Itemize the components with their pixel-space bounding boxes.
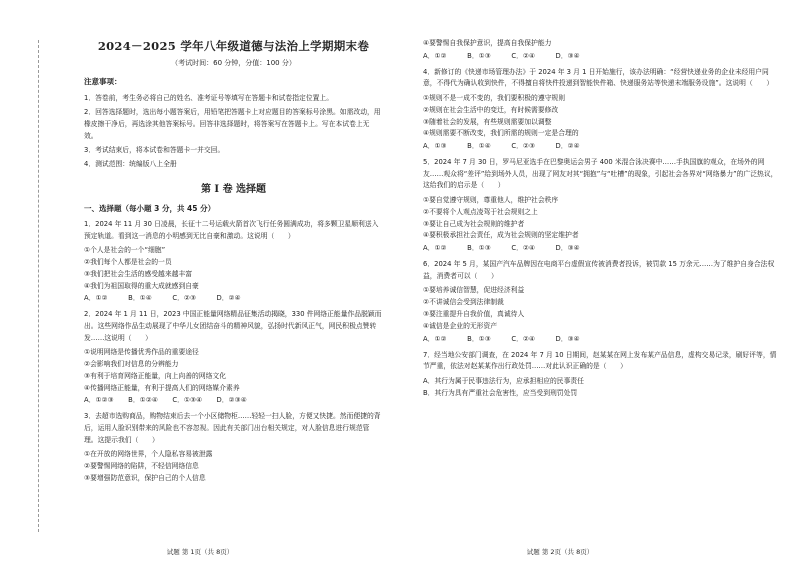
- option: ③有利于培育网络正能量，向上向善的网络文化: [84, 371, 227, 380]
- choice-a: A．①②: [423, 51, 447, 60]
- section-title: 第 Ⅰ 卷 选择题: [200, 184, 267, 195]
- option: ④要积极承担社会责任，成为社会规则的坚定维护者: [423, 231, 579, 240]
- option: ②我们每个人都是社会的一员: [84, 257, 172, 266]
- choice-c: C．①③④: [172, 396, 203, 405]
- choice-d: D．③④: [555, 244, 580, 253]
- question-text: 4．新修订的《快递市场管理办法》于 2024 年 3 月 1 日开始施行，该办法明确：“经营快递业务的企业未经用户同意，不得代为确认收到快件，不得擅自将快件投递到智能快件箱、快递服务站等快递末端服务设施”。这说明（ ）: [423, 67, 774, 88]
- option: ④我们为祖国取得的重大成就感到自豪: [84, 281, 199, 290]
- question-6: [423, 259, 780, 344]
- answer-choices: [423, 50, 780, 62]
- notice-item-4: 4．测试范围：统编版八上全册: [84, 160, 177, 168]
- notice-heading: 注意事项：: [84, 77, 122, 86]
- exam-info: （考试时间：60 分钟，分值：100 分）: [171, 59, 296, 67]
- choice-a: A．①②: [84, 294, 108, 303]
- choice-b: B．①②④: [128, 396, 158, 405]
- option: ①个人是社会的一个“细胞”: [84, 246, 166, 255]
- option: ④规则需要不断改变，我们所需的规则一定是合理的: [423, 129, 579, 138]
- option: ②不要将个人观点凌驾于社会规则之上: [423, 207, 538, 216]
- option: A．其行为属于民事违法行为，应承担相应的民事责任: [423, 376, 584, 385]
- choice-c: C．②④: [511, 51, 536, 60]
- choice-d: D．②③④: [216, 396, 247, 405]
- choice-c: C．②④: [511, 244, 536, 253]
- option: ①要培养诚信智慧，促进经济利益: [423, 286, 525, 295]
- choice-c: C．②③: [172, 294, 197, 303]
- option: ②不讲诚信会受到法律制裁: [423, 298, 504, 307]
- question-text: 7．经当地公安部门调查，在 2024 年 7 月 10 日期间，赵某某在网上发布某产品信息，虚构交易记录，刷好评等，情节严重，依法对赵某某作出行政处罚……对此认识正确的是（ ）: [423, 350, 777, 371]
- option: ①说明网络是传播优秀作品的重要途径: [84, 348, 199, 357]
- choice-b: B．①③: [467, 244, 491, 253]
- option: ①要自觉遵守规则，尊重他人，维护社会秩序: [423, 195, 559, 204]
- notice-item-1: 1．答卷前，考生务必将自己的姓名、准考证号等填写在答题卡和试卷指定位置上。: [84, 94, 334, 102]
- question-text: 2．2024 年 1 月 11 日，2023 中国正能量网络精品征集活动揭晓，330 件网络正能量作品脱颖而出。这些网络作品生动展现了中华儿女团结奋斗的精神风貌，弘扬时代新风正气，网民积极点赞转发……这说明（ ）: [84, 310, 382, 342]
- question-2: [84, 309, 383, 406]
- choice-b: B．①④: [467, 142, 491, 151]
- answer-choices: [423, 140, 780, 152]
- choice-b: B．①③: [467, 334, 491, 343]
- answer-choices: [423, 333, 780, 345]
- option: ③要增强防范意识，保护自己的个人信息: [84, 473, 206, 482]
- choice-a: A．①②③: [84, 396, 114, 405]
- question-1: [84, 219, 383, 304]
- question-4: [423, 67, 780, 152]
- question-3: [84, 411, 383, 484]
- choice-c: C．②④: [511, 334, 536, 343]
- answer-choices: [84, 394, 383, 406]
- exam-title: 2024－2025 学年八年级道德与法治上学期期末卷: [97, 39, 370, 53]
- option: ②会影响我们对信息的分辨能力: [84, 359, 179, 368]
- choice-d: D．③④: [555, 334, 580, 343]
- question-5: [423, 157, 780, 254]
- choice-a: A．①②: [423, 244, 447, 253]
- answer-choices: [423, 242, 780, 254]
- page-right: [397, 0, 794, 562]
- option: ③随着社会的发展，有些规则需要加以调整: [423, 117, 552, 126]
- option: ②要警惕网络的陷阱，不轻信网络信息: [84, 461, 199, 470]
- choice-a: A．①②: [423, 334, 447, 343]
- option: ③我们把社会生活的感受越来越丰富: [84, 269, 193, 278]
- option: ②规则在社会生活中的变迁，有时候需要修改: [423, 105, 559, 114]
- question-text: 6．2024 年 5 月，某国产汽车品牌因在电商平台虚假宣传被消费者投诉，被罚款 15 万余元……为了维护自身合法权益，消费者可以（ ）: [423, 260, 775, 280]
- question-3-continued: [423, 38, 780, 62]
- choice-d: D．②④: [216, 294, 241, 303]
- choice-d: D．③④: [555, 51, 580, 60]
- option: ③要注重提升自我价值，真诚待人: [423, 309, 525, 318]
- answer-choices: [84, 292, 383, 304]
- option: ③要让自己成为社会规则的维护者: [423, 219, 525, 228]
- option: ④诚信是企业的无形资产: [423, 321, 498, 330]
- question-text: 5．2024 年 7 月 30 日，罗马尼亚选手在巴黎奥运会男子 400 米混合泳决赛中……手执国旗的观众，在场外的网友……观众将“差评”给到场外人员，出现了网友对其“拥抱”与“吐槽”的现象，引起社会各界对“网络暴力”的广泛热议，这给我们的启示是（ ）: [423, 158, 778, 190]
- choice-b: B．①③: [467, 51, 491, 60]
- option: ①在开放的网络世界，个人隐私容易被泄露: [84, 450, 213, 459]
- option: ①规则不是一成不变的，我们要积极的遵守规则: [423, 93, 566, 102]
- choice-b: B．①④: [128, 294, 152, 303]
- choice-d: D．②④: [555, 142, 580, 151]
- page-footer-right: 试题 第 2页（共 8页）: [526, 548, 594, 556]
- notice-item-2: 2．回答选择题时，选出每小题答案后，用铅笔把答题卡上对应题目的答案标号涂黑。如需改动，用橡皮擦干净后，再选涂其他答案标号。回答非选择题时，将答案写在答题卡上。写在本试卷上无效。: [84, 108, 381, 140]
- page-footer-left: 试题 第 1页（共 8页）: [166, 548, 234, 556]
- choice-c: C．②③: [511, 142, 536, 151]
- option: B．其行为具有严重社会危害性，应当受到刑罚处罚: [423, 388, 578, 397]
- choice-a: A．①③: [423, 142, 447, 151]
- question-7: [423, 350, 780, 400]
- question-text: 3．去超市选购商品，购物结束后去一个小区储物柜……轻轻一扫人脸，方便又快捷。然而便捷的背后，运用人脸识别带来的风险也不容忽视。因此有关部门出台相关规定，对人脸信息进行规范管理。这提示我们（ ）: [84, 412, 381, 444]
- option: ④传播网络正能量，有利于提高人们的网络媒介素养: [84, 383, 240, 392]
- notice-item-3: 3．考试结束后，将本试卷和答题卡一并交回。: [84, 146, 225, 154]
- part-title: 一、选择题（每小题 3 分，共 45 分）: [84, 204, 216, 213]
- option: ④要警惕自我保护意识，提高自我保护能力: [423, 39, 552, 47]
- question-text: 1．2024 年 11 月 30 日凌晨，长征十二号运载火箭首次飞行任务圆满成功，将多颗卫星顺利送入预定轨道。看到这一消息的小明感到无比自豪和激动。这说明（ ）: [84, 220, 379, 240]
